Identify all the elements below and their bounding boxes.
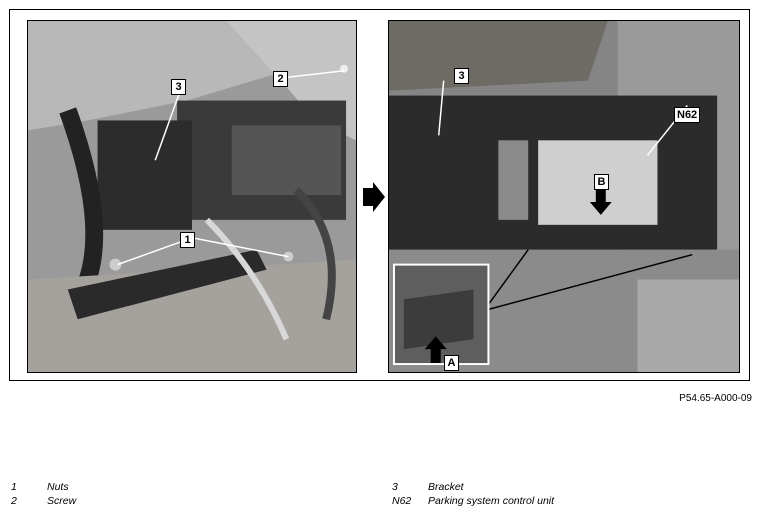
callout-3-right: 3: [454, 68, 469, 84]
left-photo-illustration: [28, 21, 356, 372]
legend-item: [392, 480, 554, 494]
callout-2: 2: [273, 71, 288, 87]
legend-number: 3: [392, 481, 398, 493]
legend-item: [11, 494, 76, 508]
figure-frame: [9, 9, 750, 381]
next-step-arrow-icon: [363, 182, 385, 212]
legend-number: 2: [11, 495, 17, 507]
legend-number: N62: [392, 495, 412, 507]
callout-b: B: [594, 174, 609, 190]
right-photo-illustration: [389, 21, 739, 372]
legend-text: Parking system control unit: [428, 495, 555, 507]
left-photo: [27, 20, 357, 373]
legend-number: 1: [11, 481, 17, 493]
callout-3-left: 3: [171, 79, 186, 95]
callout-n62: N62: [674, 107, 700, 123]
legend-text: Nuts: [47, 481, 69, 493]
legend-text: Screw: [47, 495, 77, 507]
callout-1: 1: [180, 232, 195, 248]
callout-a: A: [444, 355, 459, 371]
legend-item: [392, 494, 554, 508]
right-photo: [388, 20, 740, 373]
legend-left: [11, 480, 76, 508]
legend-text: Bracket: [428, 481, 464, 493]
figure-id: P54.65-A000-09: [679, 393, 752, 404]
legend-right: [392, 480, 554, 508]
legend-item: [11, 480, 76, 494]
